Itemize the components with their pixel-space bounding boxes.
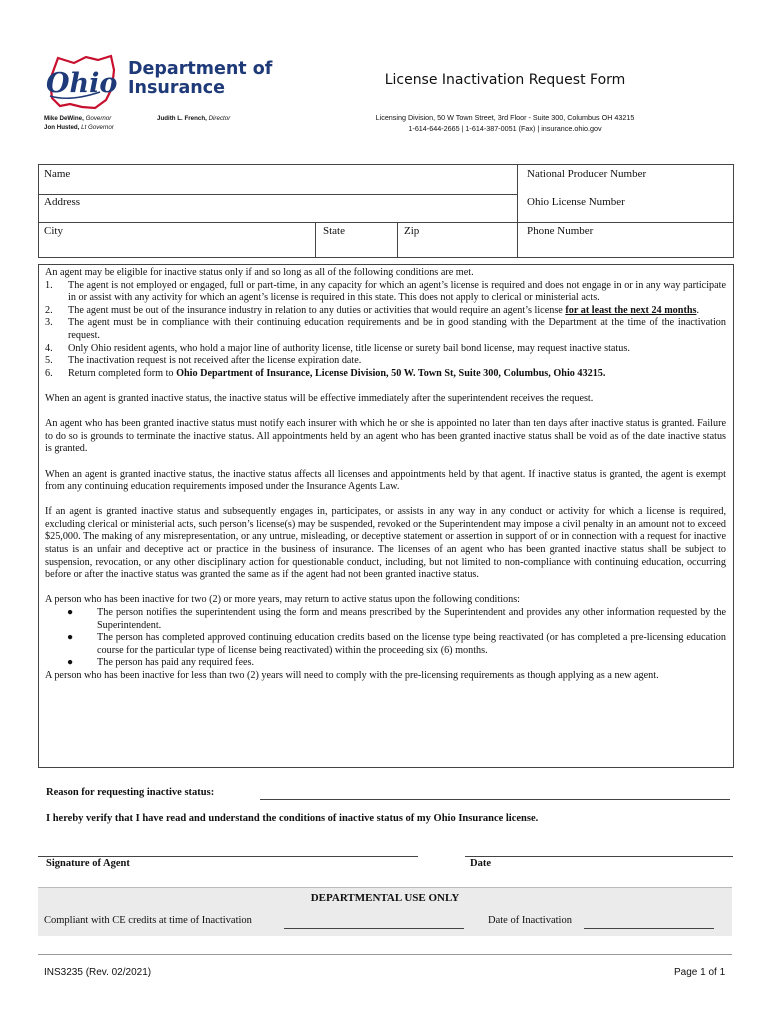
reason-input-line[interactable] bbox=[260, 799, 730, 800]
paragraph-return-active: A person who has been inactive for two (2) or more years, may return to active status upon the following conditions: bbox=[45, 594, 521, 606]
form-id: INS3235 (Rev. 02/2021) bbox=[44, 967, 152, 978]
npn-field[interactable]: National Producer Number bbox=[527, 168, 647, 180]
reactivation-bullets bbox=[45, 607, 726, 670]
dept-line-1: Department of bbox=[128, 59, 273, 79]
bullet-icon: ● bbox=[67, 657, 74, 669]
city-field[interactable]: City bbox=[44, 225, 63, 237]
governor-block bbox=[44, 114, 114, 132]
ohio-license-field[interactable]: Ohio License Number bbox=[527, 196, 625, 208]
bullet-item: ● The person has completed approved continuing education credits based on the license type being reactivated (or has completed a pre-licensing education course for the particular type of license being reactivated) within the proceeding six (6) months. bbox=[67, 632, 726, 656]
phone-field[interactable]: Phone Number bbox=[527, 225, 594, 237]
agent-info-table bbox=[38, 164, 734, 258]
reason-label: Reason for requesting inactive status: bbox=[46, 787, 215, 798]
address-field[interactable]: Address bbox=[44, 196, 81, 208]
dept-use-title: DEPARTMENTAL USE ONLY bbox=[310, 892, 460, 904]
inactivation-date-line[interactable] bbox=[584, 928, 714, 929]
zip-field[interactable]: Zip bbox=[404, 225, 420, 237]
bullet-icon: ● bbox=[67, 607, 74, 619]
address-line-1: Licensing Division, 50 W Town Street, 3rd Floor - Suite 300, Columbus OH 43215 bbox=[375, 113, 635, 122]
bullet-item: ● The person notifies the superintendent using the form and means prescribed by the Superintendent and provides any other information requested by the Superintendent. bbox=[67, 607, 726, 631]
footer-divider bbox=[38, 954, 732, 955]
conditions-list bbox=[45, 280, 726, 381]
condition-item: 3. The agent must be in compliance with their continuing education requirements and be in good standing with the Department at the time of the inactivation request. bbox=[45, 317, 726, 341]
paragraph-effective: When an agent is granted inactive status, the inactive status will be effective immediately after the superintendent receives the request. bbox=[45, 392, 594, 404]
condition-item: 5. The inactivation request is not received after the license expiration date. bbox=[45, 355, 362, 367]
bullet-item: ● The person has paid any required fees. bbox=[67, 657, 254, 669]
condition-item: 4. Only Ohio resident agents, who hold a major line of authority license, title license or surety bail bond license, may request inactive status. bbox=[45, 342, 630, 354]
condition-item: 1. The agent is not employed or engaged, full or part-time, in any capacity for which an agent’s license is required and does not engage in or in any way participate in or assist with any activity for which an agent’s license is required in this state. This does not apply to clerical or ministerial acts. bbox=[45, 279, 726, 304]
paragraph-penalty: If an agent is granted inactive status and subsequently engages in, participates, or assists in any way in any conduct or activity for which a license is required, excluding clerical or ministerial acts, such person’s license(s) may be suspended, revoked or the Superintendent may impose a civil penalty in an amount not to exceed $25,000. The making of any misrepresentation, or any untrue, misleading, or deceptive statement or assertion in support of or in connection with a request for inactive status is an unfair and deceptive act or practice in the business of insurance. The licenses of an agent who has been granted inactive status shall be subject to suspension, revocation, or any other disciplinary action for questionable conduct, including, but not limited to non-compliance with continuing education, occurring before or after the inactive status was granted the same as if the agent had not been granted inactive status. bbox=[45, 506, 726, 581]
paragraph-notify-insurer: An agent who has been granted inactive status must notify each insurer with which he or she is appointed no later than ten days after inactive status is granted. Failure to do so is grounds to terminate the inactive status. All appointments held by an agent who has been granted inactive status shall be void as of the date inactive status is granted. bbox=[45, 418, 726, 455]
signature-line[interactable] bbox=[38, 856, 418, 857]
director-block bbox=[157, 114, 230, 123]
ce-compliant-label: Compliant with CE credits at time of Inactivation bbox=[44, 915, 252, 926]
inactivation-date-label: Date of Inactivation bbox=[488, 915, 572, 926]
form-title: License Inactivation Request Form bbox=[384, 72, 626, 88]
date-line[interactable] bbox=[465, 856, 733, 857]
conditions-box bbox=[38, 264, 734, 768]
address-line-2: 1-614-644-2665 | 1-614-387-0051 (Fax) | insurance.ohio.gov bbox=[408, 124, 602, 133]
return-address: Ohio Department of Insurance, License Division, 50 W. Town St, Suite 300, Columbus, Ohio 43215. bbox=[176, 367, 606, 379]
name-field[interactable]: Name bbox=[44, 168, 71, 180]
departmental-use-box bbox=[38, 887, 732, 936]
ce-compliant-line[interactable] bbox=[284, 928, 464, 929]
director-name: Judith L. French, bbox=[157, 115, 207, 122]
governor-title: Governor bbox=[85, 115, 112, 122]
conditions-intro: An agent may be eligible for inactive status only if and so long as all of the following conditions are met. bbox=[45, 267, 474, 278]
lt-governor-title: Lt Governor bbox=[81, 124, 114, 131]
paragraph-affects-licenses: When an agent is granted inactive status, the inactive status affects all licenses and appointments held by that agent. If inactive status is granted, the agent is exempt from any continuing education requirements imposed under the Insurance Agents Law. bbox=[45, 468, 726, 493]
governor-name: Mike DeWine, bbox=[44, 115, 84, 122]
emphasis-24-months: for at least the next 24 months bbox=[565, 304, 697, 316]
dept-line-2: Insurance bbox=[128, 78, 225, 98]
logo-ohio-text: Ohio bbox=[46, 68, 118, 99]
condition-item: 6. Return completed form to Ohio Department of Insurance, License Division, 50 W. Town St, Suite 300, Columbus, Ohio 43215. bbox=[45, 367, 606, 379]
page-number: Page 1 of 1 bbox=[674, 967, 726, 978]
lt-governor-name: Jon Husted, bbox=[44, 124, 80, 131]
department-name bbox=[128, 60, 272, 98]
ohio-state-outline-icon bbox=[40, 52, 130, 114]
state-field[interactable]: State bbox=[323, 225, 345, 237]
director-title: Director bbox=[208, 115, 231, 122]
date-label: Date bbox=[470, 858, 491, 869]
signature-label: Signature of Agent bbox=[46, 858, 130, 869]
verify-statement: I hereby verify that I have read and understand the conditions of inactive status of my Ohio Insurance license. bbox=[46, 813, 539, 824]
division-address bbox=[320, 112, 690, 134]
paragraph-less-than-two-years: A person who has been inactive for less than two (2) years will need to comply with the pre-licensing requirements as though applying as a new agent. bbox=[45, 670, 659, 681]
condition-item: 2. The agent must be out of the insurance industry in relation to any duties or activities that would require an agent’s license for at least the next 24 months. bbox=[45, 304, 700, 316]
bullet-icon: ● bbox=[67, 632, 74, 644]
